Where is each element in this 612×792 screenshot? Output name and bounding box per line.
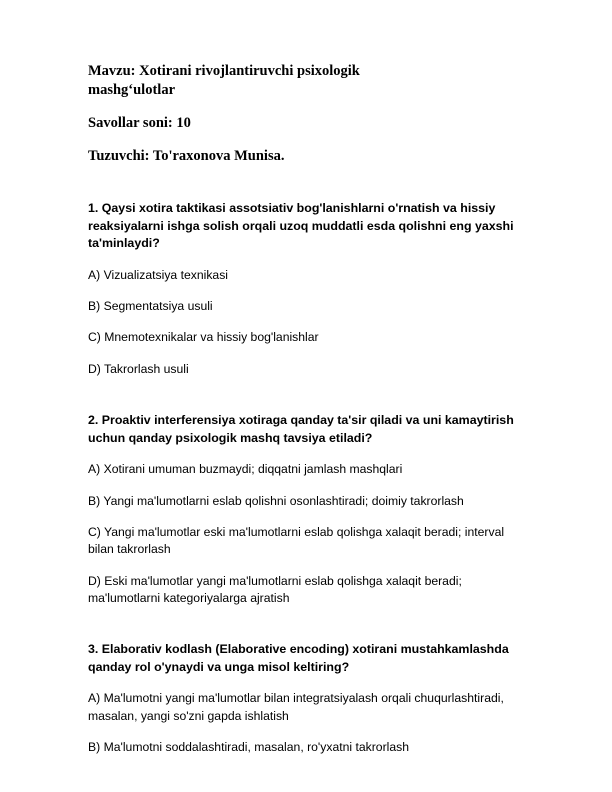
question-option: D) Eski ma'lumotlar yangi ma'lumotlarni eslab qolishga xalaqit beradi; ma'lumotlarni kategoriyalarga ajratish [88, 573, 462, 605]
question-option: A) Ma'lumotni yangi ma'lumotlar bilan integratsiyalash orqali chuqurlashtiradi, masalan, yangi so'zni gapda ishlatish [88, 691, 504, 723]
question-block-2 [88, 412, 524, 607]
question-option: B) Segmentatsiya usuli [88, 299, 213, 314]
question-block-3 [88, 641, 524, 756]
section-spacer [88, 392, 524, 412]
question-option: D) Takrorlash usuli [88, 361, 189, 376]
question-option: A) Vizualizatsiya texnikasi [88, 267, 228, 282]
question-prompt: 1. Qaysi xotira taktikasi assotsiativ bog'lanishlarni o'rnatish va hissiy reaksiyalarni ishga solish orqali uzoq muddatli esda qolishni eng yaxshi ta'minlaydi? [88, 200, 514, 251]
question-option: B) Ma'lumotni soddalashtiradi, masalan, ro'yxatni takrorlash [88, 740, 409, 755]
question-block-1 [88, 200, 524, 378]
question-prompt: 2. Proaktiv interferensiya xotiraga qanday ta'sir qiladi va uni kamaytirish uchun qanday psixologik mashq tavsiya etiladi? [88, 413, 514, 445]
question-option: C) Yangi ma'lumotlar eski ma'lumotlarni eslab qolishga xalaqit beradi; interval bilan takrorlash [88, 524, 505, 557]
page-title: Mavzu: Xotirani rivojlantiruvchi psixologik mashg‘ulotlar [88, 63, 360, 99]
author-line: Tuzuvchi: To'raxonova Munisa. [88, 148, 285, 165]
question-option: C) Mnemotexnikalar va hissiy bog'lanishlar [88, 330, 319, 345]
section-spacer [88, 621, 524, 641]
question-prompt: 3. Elaborativ kodlash (Elaborative encoding) xotirani mustahkamlashda qanday rol o'ynaydi va unga misol keltiring? [88, 642, 509, 674]
question-option: B) Yangi ma'lumotlarni eslab qolishni osonlashtiradi; doimiy takrorlash [88, 493, 464, 508]
question-option: A) Xotirani umuman buzmaydi; diqqatni jamlash mashqlari [88, 462, 403, 477]
question-count-line: Savollar soni: 10 [88, 115, 191, 132]
